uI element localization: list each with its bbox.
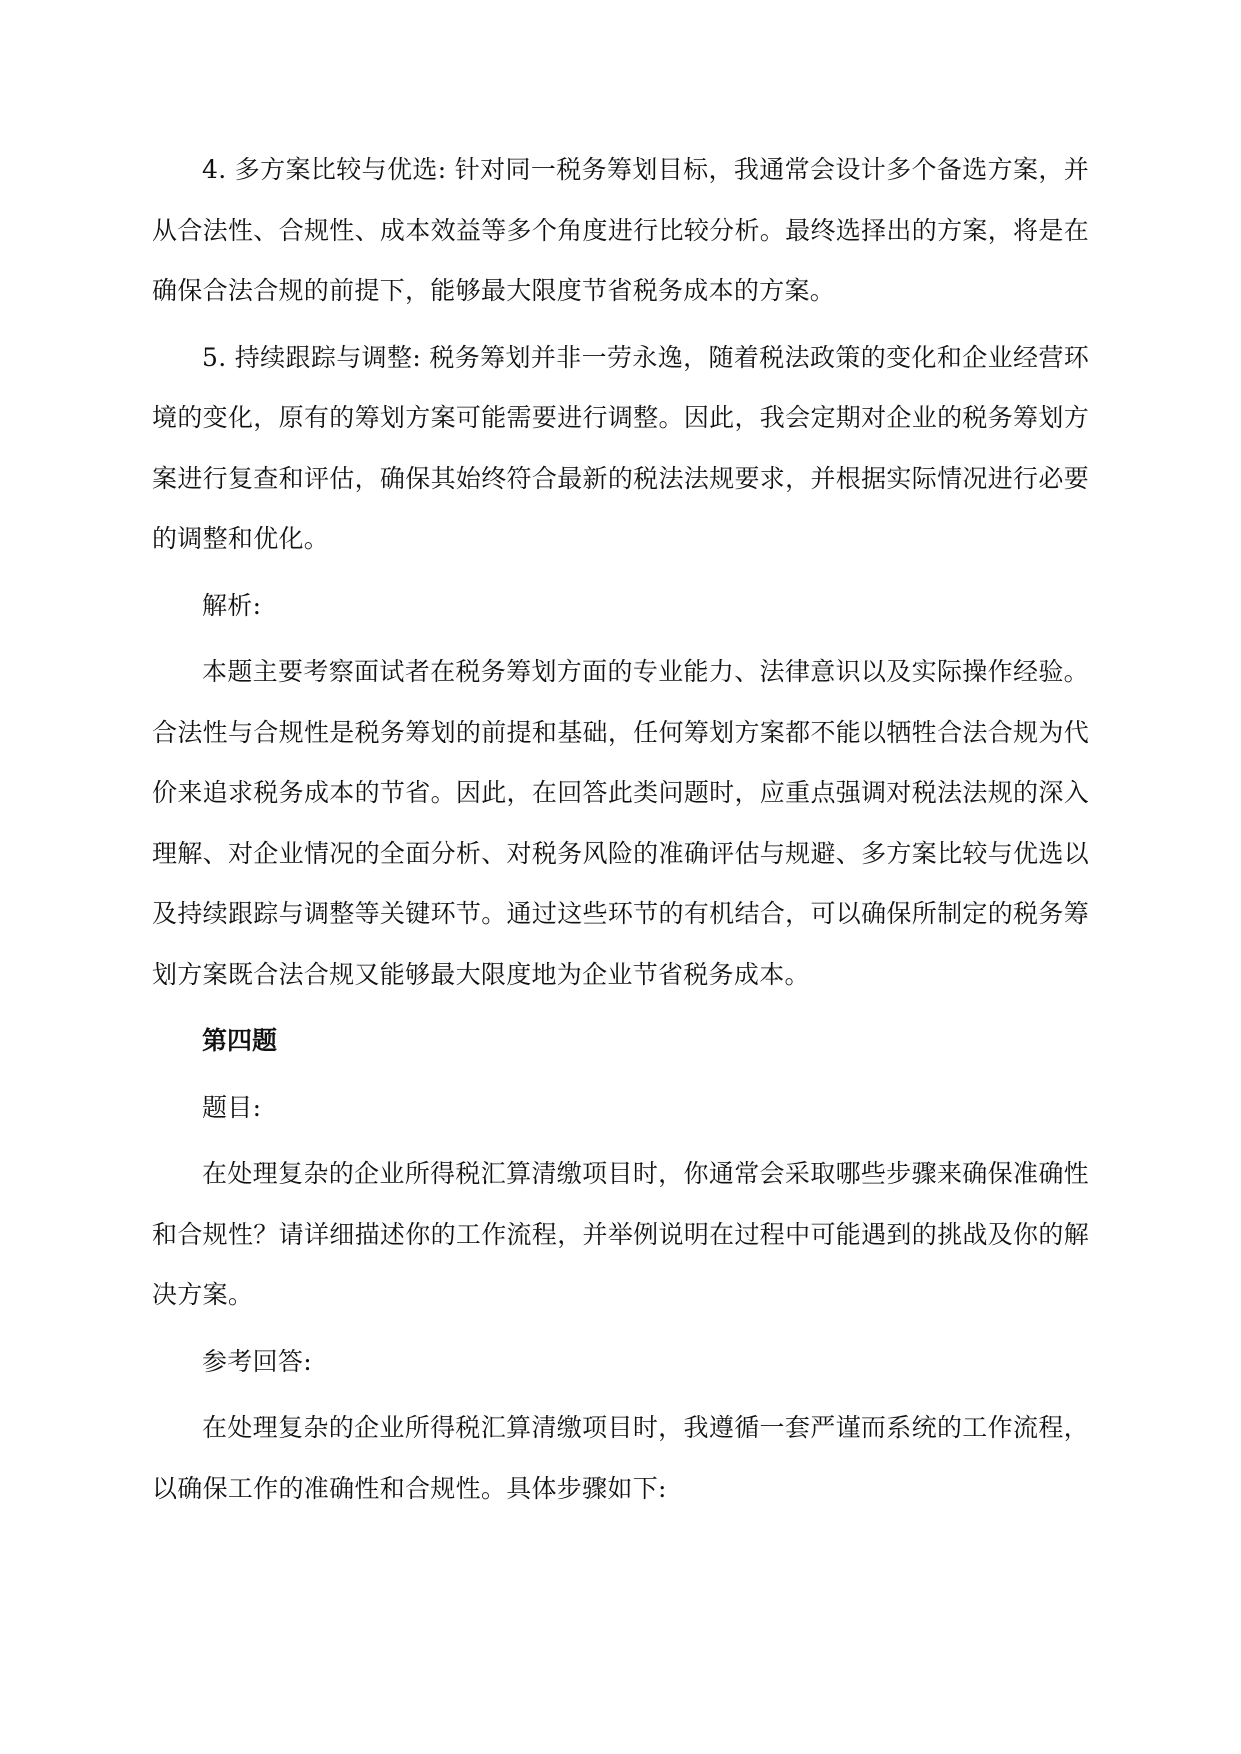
document-body	[152, 140, 1089, 1525]
paragraph-multi-plan-comparison: 4. 多方案比较与优选: 针对同一税务筹划目标，我通常会设计多个备选方案，并从合法性、合规性、成本效益等多个角度进行比较分析。最终选择出的方案，将是在确保合法合规的前提下，能够最大限度节省税务成本的方案。	[152, 155, 1089, 305]
paragraph-question: 在处理复杂的企业所得税汇算清缴项目时，你通常会采取哪些步骤来确保准确性和合规性？请详细描述你的工作流程，并举例说明在过程中可能遇到的挑战及你的解决方案。	[152, 1159, 1089, 1309]
paragraph-answer-intro: 在处理复杂的企业所得税汇算清缴项目时，我遵循一套严谨而系统的工作流程，以确保工作的准确性和合规性。具体步骤如下:	[152, 1413, 1089, 1503]
reference-answer-label: 参考回答:	[202, 1346, 312, 1376]
analysis-label: 解析:	[202, 590, 262, 620]
paragraph-analysis: 本题主要考察面试者在税务筹划方面的专业能力、法律意识以及实际操作经验。合法性与合规性是税务筹划的前提和基础，任何筹划方案都不能以牺牲合法合规为代价来追求税务成本的节省。因此，在回答此类问题时，应重点强调对税法法规的深入理解、对企业情况的全面分析、对税务风险的准确评估与规避、多方案比较与优选以及持续跟踪与调整等关键环节。通过这些环节的有机结合，可以确保所制定的税务筹划方案既合法合规又能够最大限度地为企业节省税务成本。	[152, 657, 1089, 989]
section-heading-question-four: 第四题	[202, 1026, 278, 1055]
question-label: 题目:	[202, 1092, 262, 1122]
paragraph-continuous-tracking: 5. 持续跟踪与调整: 税务筹划并非一劳永逸，随着税法政策的变化和企业经营环境的变化，原有的筹划方案可能需要进行调整。因此，我会定期对企业的税务筹划方案进行复查和评估，确保其始终符合最新的税法法规要求，并根据实际情况进行必要的调整和优化。	[152, 342, 1089, 553]
